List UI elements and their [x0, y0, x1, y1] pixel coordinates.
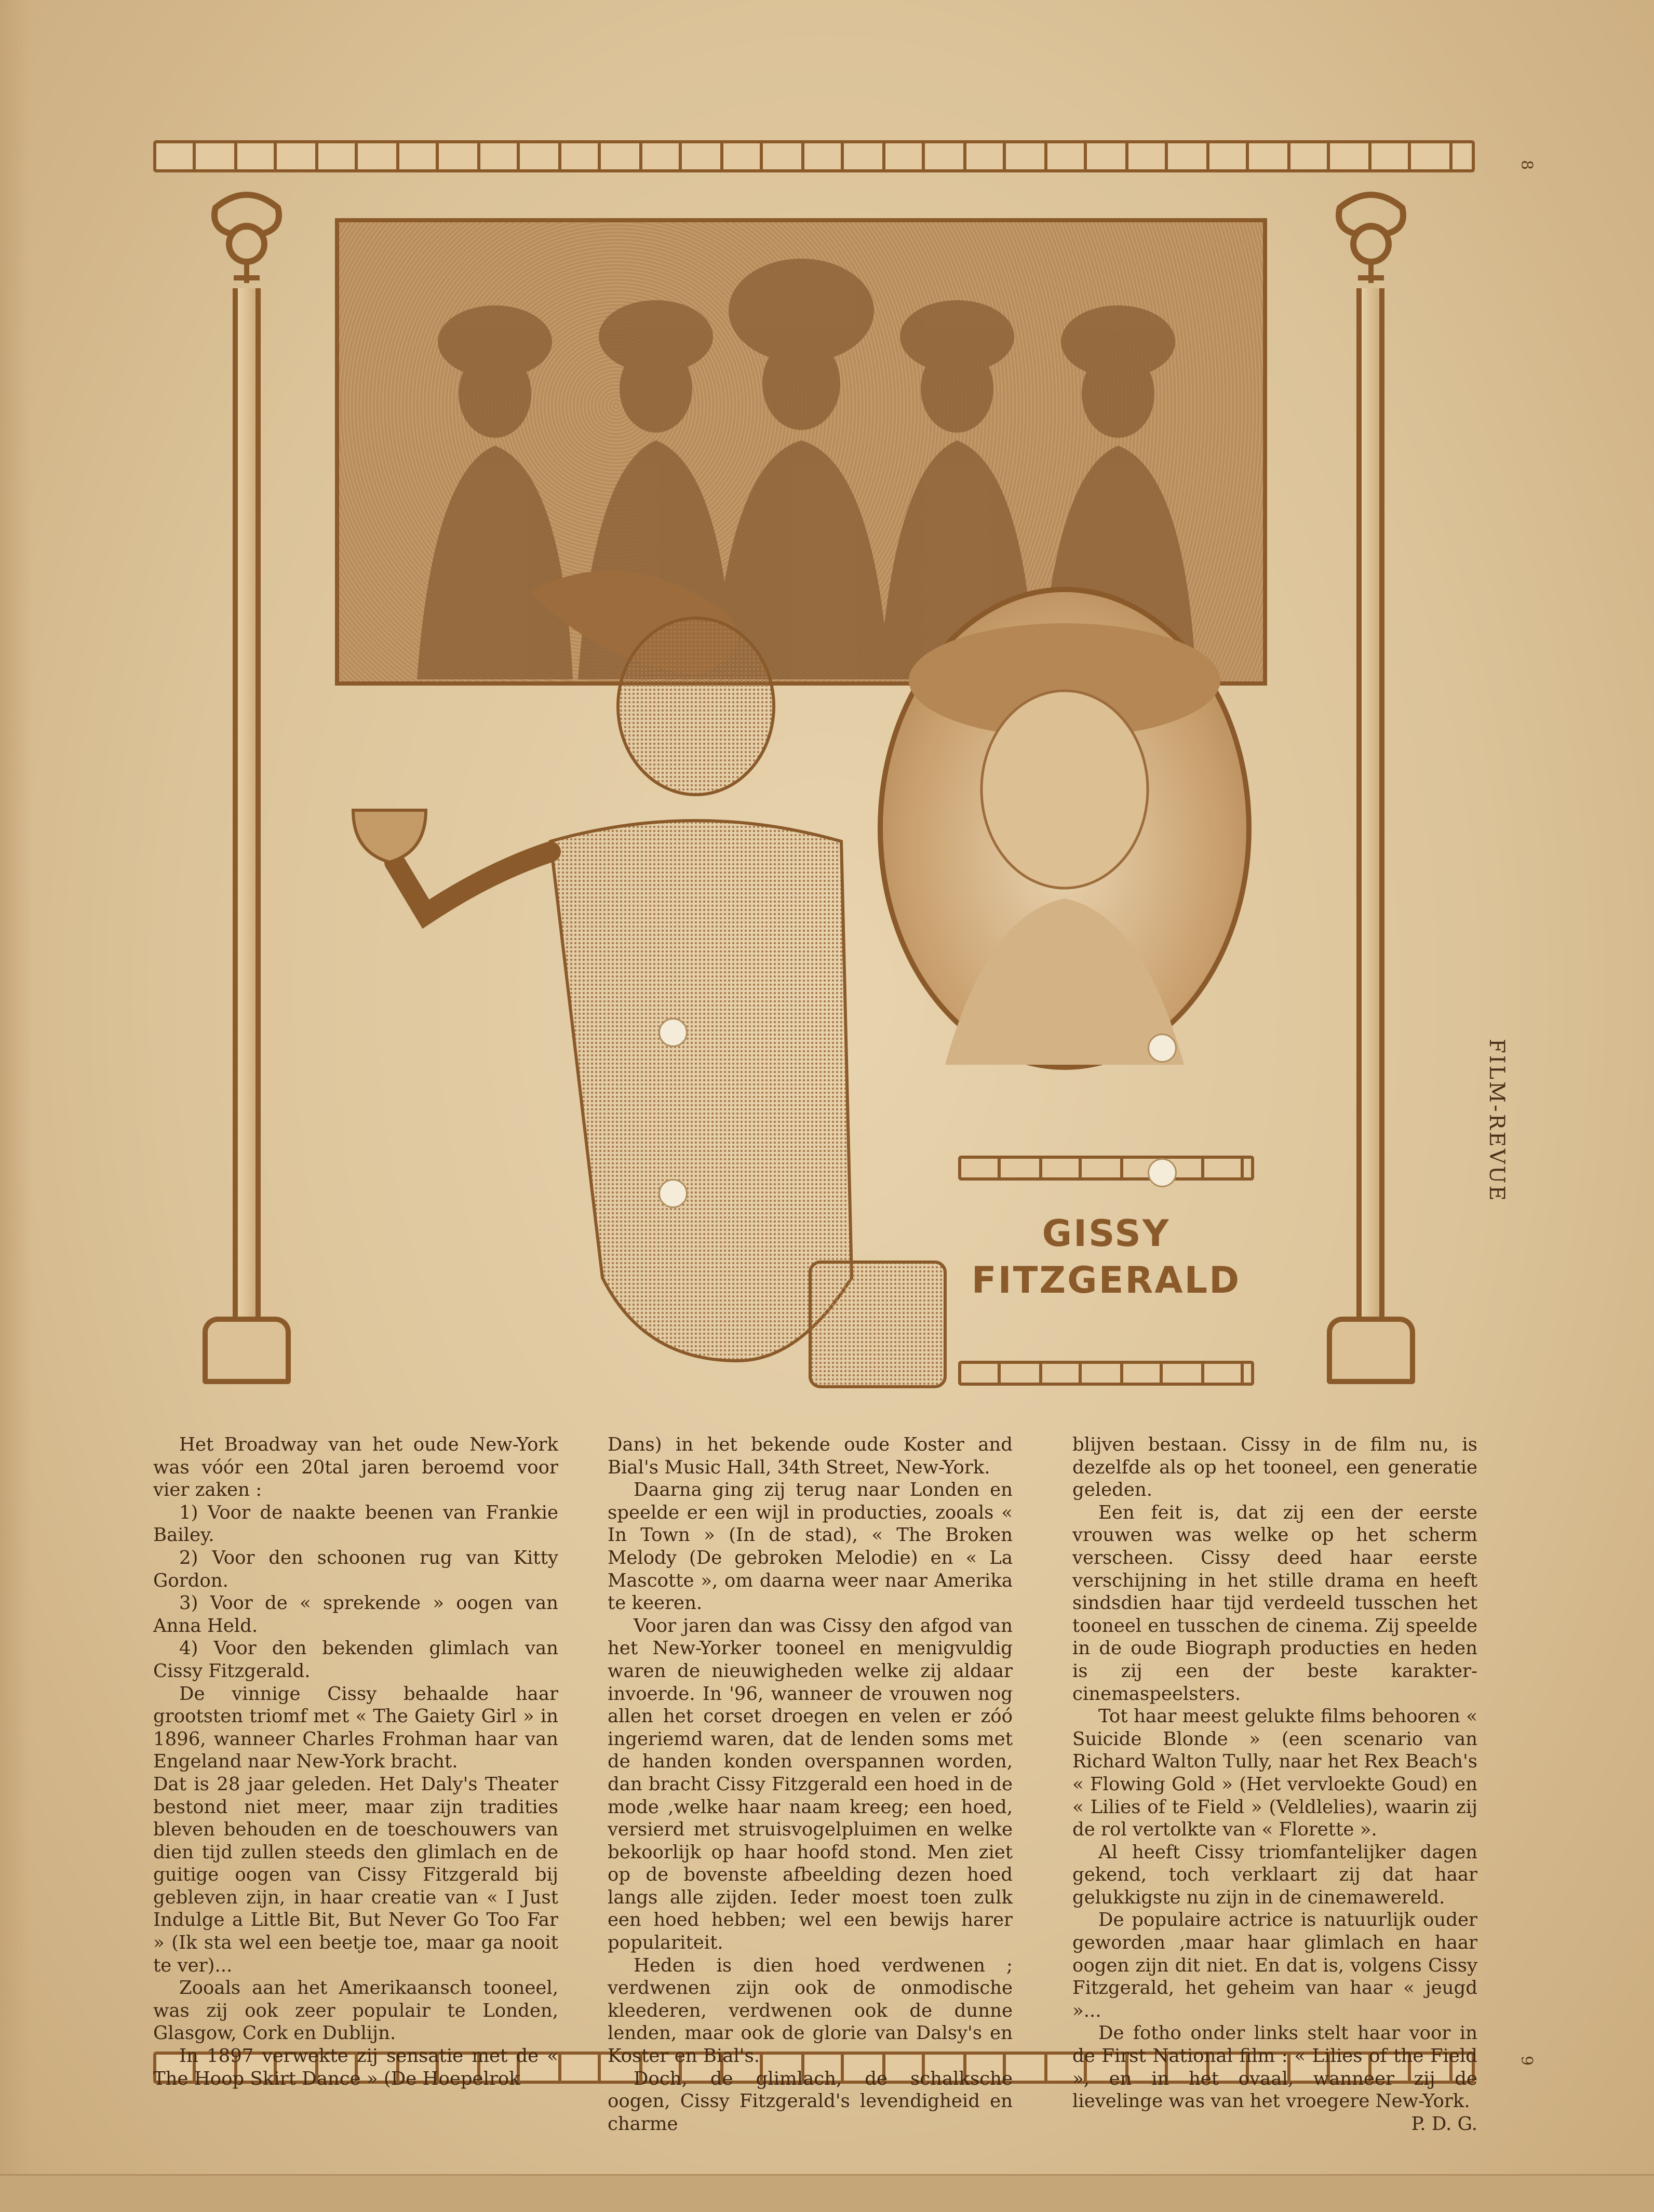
- punch-hole: [1148, 1158, 1177, 1187]
- article-title: [956, 1210, 1257, 1304]
- right-pillar-base: [1327, 1317, 1415, 1384]
- article-column-3: [1072, 1433, 1477, 2135]
- punch-hole: [658, 1018, 688, 1047]
- right-pillar: [1356, 288, 1384, 1317]
- paragraph: De vinnige Cissy behaalde haar grootsten triomf met « The Gaiety Girl » in 1896, wanneer Charles Frohman haar van Engeland naar New-York bracht.: [153, 1683, 558, 1773]
- page-number-bottom: 9: [1517, 2055, 1536, 2066]
- article-column-2: [608, 1433, 1013, 2135]
- paragraph: Een feit is, dat zij een der eerste vrouwen was welke op het scherm verscheen. Cissy deed haar eerste verschijning in het stille drama en heeft sindsdien haar tijd verdeeld tusschen het tooneel en tusschen de cinema. Zij speelde in de oude Biograph producties en heden is zij een der beste karakter-cinemaspeelsters.: [1072, 1502, 1477, 1705]
- paragraph: Al heeft Cissy triomfantelijker dagen gekend, toch verklaart zij dat haar gelukkigste nu zijn in de cinemawereld.: [1072, 1841, 1477, 1908]
- page-number-top: 8: [1517, 159, 1536, 170]
- left-pillar-base: [203, 1317, 291, 1384]
- paper-edge-shadow: [0, 0, 31, 2212]
- magazine-title: FILM-REVUE: [1485, 1039, 1509, 1203]
- paragraph: De populaire actrice is natuurlijk ouder geworden ,maar haar glimlach en haar oogen zijn dit niet. En dat is, volgens Cissy Fitzgerald, het geheim van haar « jeugd »...: [1072, 1909, 1477, 2021]
- paragraph: 3) Voor de « sprekende » oogen van Anna Held.: [153, 1592, 558, 1637]
- paragraph: blijven bestaan. Cissy in de film nu, is dezelfde als op het tooneel, een generatie geleden.: [1072, 1434, 1477, 1501]
- punch-hole: [1148, 1034, 1177, 1063]
- paragraph: Doch, de glimlach, de schalksche oogen, Cissy Fitzgerald's levendigheid en charme: [608, 2068, 1013, 2135]
- right-pillar-capital-ornament: [1329, 187, 1413, 286]
- paragraph: Dat is 28 jaar geleden. Het Daly's Theater bestond niet meer, maar zijn tradities bleven behouden en de toeschouwers van dien tijd zullen steeds den glimlach en de guitige oogen van Cissy Fitzgerald bij gebleven zijn, in haar creatie van « I Just Indulge a Little Bit, But Never Go Too Far » (Ik sta wel een beetje toe, maar ga nooit te ver)...: [153, 1773, 558, 1976]
- oval-portrait-figure: [883, 592, 1246, 1065]
- paragraph: Daarna ging zij terug naar Londen en speelde er een wijl in producties, zooals « In Town » (In de stad), « The Broken Melody (De gebroken Melodie) en « La Mascotte », om daarna weer naar Amerika te keeren.: [608, 1479, 1013, 1614]
- article-title-line1: GISSY: [1042, 1212, 1171, 1255]
- article-title-line2: FITZGERALD: [971, 1259, 1241, 1302]
- title-ornament-top: [958, 1156, 1254, 1181]
- paper-bottom-edge: [0, 2174, 1654, 2212]
- punch-hole: [658, 1179, 688, 1208]
- paragraph: 1) Voor de naakte beenen van Frankie Bailey.: [153, 1502, 558, 1546]
- title-ornament-bottom: [958, 1361, 1254, 1386]
- left-pillar: [233, 288, 261, 1317]
- paragraph: Dans) in het bekende oude Koster and Bial's Music Hall, 34th Street, New-York.: [608, 1434, 1013, 1478]
- author-signature: P. D. G.: [1411, 2113, 1477, 2135]
- top-ornament-band: [153, 140, 1475, 172]
- paragraph: De fotho onder links stelt haar voor in de First National film : « Lilies of the Field », en in het ovaal, wanneer zij de lievelinge was van het vroegere New-York.: [1072, 2022, 1477, 2112]
- paragraph: In 1897 verwekte zij sensatie met de « The Hoop Skirt Dance » (De Hoepelrok: [153, 2045, 558, 2089]
- paragraph: Zooals aan het Amerikaansch tooneel, was zij ook zeer populair te Londen, Glasgow, Cork en Dublijn.: [153, 1977, 558, 2044]
- paragraph: Het Broadway van het oude New-York was vóór een 20tal jaren beroemd voor vier zaken :: [153, 1434, 558, 1501]
- article-column-1: [153, 1433, 558, 2090]
- paragraph: Tot haar meest gelukte films behooren « Suicide Blonde » (een scenario van Richard Walton Tully, naar het Rex Beach's « Flowing Gold » (Het vervloekte Goud) en « Lilies of te Field » (Veldlelies), waarin zij de rol vertolkte van « Florette ».: [1072, 1706, 1477, 1841]
- paragraph: 4) Voor den bekenden glimlach van Cissy Fitzgerald.: [153, 1638, 558, 1682]
- left-pillar-capital-ornament: [205, 187, 288, 286]
- paragraph: Heden is dien hoed verdwenen ; verdwenen zijn ook de onmodische kleederen, verdwenen ook de dunne lenden, maar ook de glorie van Dalsy's en Koster en Bial's.: [608, 1954, 1013, 2067]
- oval-portrait: [878, 587, 1252, 1070]
- paragraph: Voor jaren dan was Cissy den afgod van het New-Yorker tooneel en menigvuldig waren de nieuwigheden welke zij aldaar invoerde. In '96, wanneer de vrouwen nog allen het corset droegen en velen er zóó ingeriemd waren, dat de lenden soms met de handen konden overspannen worden, dan bracht Cissy Fitzgerald een hoed in de mode ,welke haar naam kreeg; een hoed, versierd met struisvogelpluimen en welke bekoorlijk op haar hoofd stond. Men ziet op de bovenste afbeelding dezen hoed langs alle zijden. Ieder moest toen zulk een hoed hebben; wel een bewijs harer populariteit.: [608, 1615, 1013, 1954]
- paragraph: 2) Voor den schoonen rug van Kitty Gordon.: [153, 1547, 558, 1591]
